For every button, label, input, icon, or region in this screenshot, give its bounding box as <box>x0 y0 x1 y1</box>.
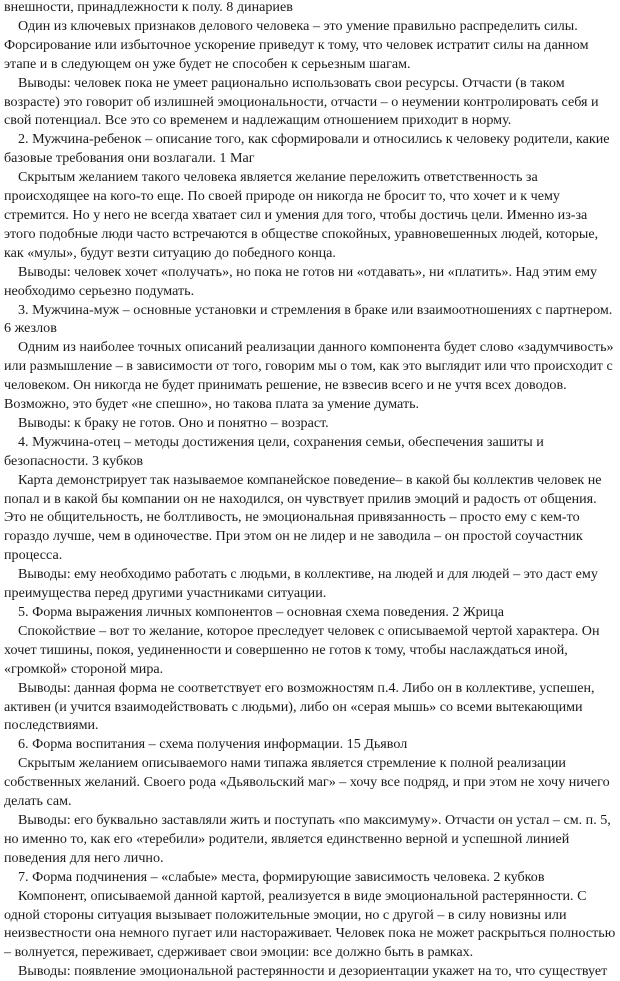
section-heading: 4. Мужчина-отец – методы достижения цели, сохранения семьи, обеспечения зашиты и безопасности. 3 кубков <box>4 433 544 469</box>
paragraph-conclusion: Выводы: человек пока не умеет рационально использовать свои ресурсы. Отчасти (в таком возрасте) это говорит об излишней эмоциональности, отчасти – о неумении контролировать себя и свой потенциал. Все это со временем и надлежащим отношением приходит в норму. <box>4 74 599 129</box>
paragraph-conclusion: Выводы: его буквально заставляли жить и поступать «по максимуму». Отчасти он устал – см. п. 5, но именно то, как его «теребили» родители, является единственно верной и успешной линией поведения для него лично. <box>4 811 611 866</box>
paragraph: Скрытым желанием описываемого нами типажа является стремление к полной реализации собственных желаний. Своего рода «Дьявольский маг» – хочу все подряд, и при этом не хочу ничего делать сам. <box>4 755 610 810</box>
paragraph: Скрытым желанием такого человека является желание переложить ответственность за происходящее на кого-то еще. По своей природе он никогда не бросит то, что хочет и к чему стремится. Но у него не всегда хватает сил и умения для того, чтобы достичь цели. Именно из-за этого подобные люди часто встречаются в обществе спокойных, уравновешенных людей, которые, как «мулы», будут везти ситуацию до победного конца. <box>4 169 599 261</box>
section-heading: 2. Мужчина-ребенок – описание того, как сформировали и относились к человеку родители, какие базовые требования они возлагали. 1 Маг <box>4 131 610 167</box>
section-heading: 6. Форма воспитания – схема получения информации. 15 Дьявол <box>18 736 408 753</box>
paragraph: Одним из наиболее точных описаний реализации данного компонента будет слово «задумчивость» или размышление – в зависимости от того, говорим мы о том, как это выглядит или что происходит с человеком. Он никогда не будет принимать решение, не взвесив всего и не учтя всех доводов. Возможно, это будет «не спешно», но такова плата за умение думать. <box>4 339 614 413</box>
paragraph: Карта демонстрирует так называемое компанейское поведение– в какой бы коллектив человек не попал и в какой бы компании он не находился, он чувствует прилив эмоций и радость от общения. Это не общительность, не болтливость, не эмоциональная привязанность – просто ему с кем-то гораздо лучше, чем в одиночестве. При этом он не лидер и не заводила – он простой соучастник процесса. <box>4 471 602 564</box>
paragraph-conclusion: Выводы: данная форма не соответствует его возможностям п.4. Либо он в коллективе, успешен, активен (и учится взаимодействовать с людьми), либо он «серая мышь» со всеми вытекающими последствиями. <box>4 679 595 734</box>
paragraph-conclusion: Выводы: к браку не готов. Оно и понятно – возраст. <box>18 414 329 431</box>
paragraph-conclusion: Выводы: появление эмоциональной растерянности и дезориентации укажет на то, что существует <box>18 963 608 980</box>
paragraph-conclusion: Выводы: ему необходимо работать с людьми, в коллективе, на людей и для людей – это даст ему преимущества перед другими участниками ситуации. <box>4 566 598 602</box>
section-heading: 7. Форма подчинения – «слабые» места, формирующие зависимость человека. 2 кубков <box>18 868 545 885</box>
paragraph: Один из ключевых признаков делового человека – это умение правильно распределить силы. Форсирование или избыточное ускорение приведут к тому, что человек истратит силы на данном этапе и в следующем он уже будет не способен к серьезным шагам. <box>4 17 589 72</box>
section-heading: 5. Форма выражения личных компонентов – основная схема поведения. 2 Жрица <box>18 604 504 620</box>
paragraph: Компонент, описываемой данной картой, реализуется в виде эмоциональной растерянности. С одной стороны ситуация вызывает положительные эмоции, но с другой – в силу новизны или неизвестности она немного пугает или настораживает. Человек пока не может раскрыться полностью – волнуется, переживает, сдерживает свои эмоции: все должно быть в рамках. <box>4 887 616 961</box>
section-heading: 3. Мужчина-муж – основные установки и стремления в браке или взаимоотношениях с партнером. 6 жезлов <box>4 301 613 337</box>
paragraph: Спокойствие – вот то желание, которое преследует человек с описываемой чертой характера. Он хочет тишины, покоя, уединенности и совершенно не готов к тому, чтобы наслаждаться иной, «громкой» стороной мира. <box>4 622 600 677</box>
paragraph-continuation: внешности, принадлежности к полу. 8 динариев <box>4 0 293 15</box>
paragraph-conclusion: Выводы: человек хочет «получать», но пока не готов ни «отдавать», ни «платить». Над этим ему необходимо серьезно подумать. <box>4 263 598 299</box>
